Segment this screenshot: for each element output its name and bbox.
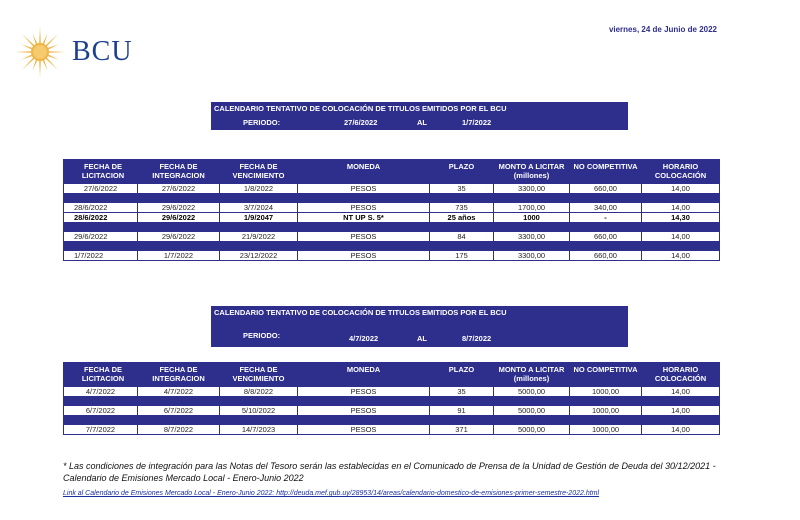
sun-ray — [48, 44, 59, 49]
cell: 1/7/2022 — [138, 251, 220, 261]
cell: 5/10/2022 — [220, 406, 298, 416]
cell: 5000,00 — [494, 406, 570, 416]
col-header: MONTO A LICITAR (millones) — [494, 363, 570, 387]
cell: 14,00 — [642, 184, 720, 194]
table-row — [64, 213, 720, 223]
cell: 340,00 — [570, 203, 642, 213]
cell: PESOS — [298, 406, 430, 416]
periodo-to-2: 8/7/2022 — [462, 334, 492, 343]
cell: 660,00 — [570, 232, 642, 242]
sun-ray — [48, 55, 59, 60]
col-header: FECHA DE INTEGRACION — [138, 363, 220, 387]
cell: 29/6/2022 — [64, 232, 138, 242]
col-header: HORARIO COLOCACIÓN — [642, 363, 720, 387]
cell: 5000,00 — [494, 387, 570, 397]
calendar-table-1 — [63, 159, 720, 261]
col-header: PLAZO — [430, 160, 494, 184]
cell: 1700,00 — [494, 203, 570, 213]
col-header: FECHA DE VENCIMIENTO — [220, 160, 298, 184]
cell: 3300,00 — [494, 251, 570, 261]
cell: 175 — [430, 251, 494, 261]
cell: 14,00 — [642, 232, 720, 242]
cell: 14,00 — [642, 203, 720, 213]
sun-ray — [22, 58, 34, 70]
period-title-box-1 — [211, 102, 628, 130]
cell: 21/9/2022 — [220, 232, 298, 242]
cell: 8/8/2022 — [220, 387, 298, 397]
cell: 1000,00 — [570, 387, 642, 397]
col-header: MONEDA — [298, 363, 430, 387]
cell: 4/7/2022 — [64, 387, 138, 397]
calendar-table-2 — [63, 362, 720, 435]
periodo-label-2: PERIODO: — [243, 331, 281, 340]
periodo-to-1: 1/7/2022 — [462, 118, 492, 127]
table-row — [64, 184, 720, 194]
table-row — [64, 203, 720, 213]
sun-emblem-icon — [14, 26, 66, 78]
cell: 1/8/2022 — [220, 184, 298, 194]
sun-ray — [22, 55, 33, 60]
col-header: FECHA DE VENCIMIENTO — [220, 363, 298, 387]
cell: 5000,00 — [494, 425, 570, 435]
sun-ray — [22, 34, 34, 46]
cell: 6/7/2022 — [64, 406, 138, 416]
period-title-box-2 — [211, 306, 628, 347]
report-date: viernes, 24 de Junio de 2022 — [608, 25, 717, 34]
cell: 371 — [430, 425, 494, 435]
cell: 29/6/2022 — [138, 232, 220, 242]
cell: 1000 — [494, 213, 570, 223]
col-header: HORARIO COLOCACIÓN — [642, 160, 720, 184]
cell: 4/7/2022 — [138, 387, 220, 397]
footnote: * Las condiciones de integración para las Notas del Tesoro serán las establecidas en el Comunicado de Prensa de la Unidad de Gestión de Deuda del 30/12/2021 - Calendario de Emisiones Mercado Local - Enero-Junio 2022 — [63, 461, 716, 483]
periodo-from-2: 4/7/2022 — [349, 334, 379, 343]
sun-ray — [49, 51, 65, 53]
separator-row — [64, 242, 720, 251]
cell: 735 — [430, 203, 494, 213]
cell: 14,00 — [642, 425, 720, 435]
separator-row — [64, 397, 720, 406]
cell: 1/7/2022 — [64, 251, 138, 261]
sun-ray — [22, 44, 33, 49]
cell: 1/9/2047 — [220, 213, 298, 223]
cell: 23/12/2022 — [220, 251, 298, 261]
cell: 28/6/2022 — [64, 213, 138, 223]
calendar-title-1: CALENDARIO TENTATIVO DE COLOCACIÓN DE TITULOS EMITIDOS POR EL BCU — [214, 104, 507, 113]
periodo-from-1: 27/6/2022 — [344, 118, 378, 127]
col-header: FECHA DE LICITACION — [64, 160, 138, 184]
sun-ray — [15, 51, 31, 53]
cell: 1000,00 — [570, 406, 642, 416]
cell: PESOS — [298, 251, 430, 261]
cell: 660,00 — [570, 184, 642, 194]
calendar-link[interactable]: Link al Calendario de Emisiones Mercado Local - Enero-Junio 2022: http://deuda.mef.gub.uy/28953/14/areas/calendario-domestico-de-emisiones-primer-semestre-2022.html — [63, 490, 600, 497]
col-header: NO COMPETITIVA — [570, 160, 642, 184]
cell: 84 — [430, 232, 494, 242]
cell: 35 — [430, 184, 494, 194]
separator-row — [64, 194, 720, 203]
logo-text: BCU — [72, 36, 133, 67]
separator-row — [64, 416, 720, 425]
col-header: FECHA DE LICITACION — [64, 363, 138, 387]
sun-ray — [46, 58, 58, 70]
cell: 14,00 — [642, 251, 720, 261]
periodo-label-1: PERIODO: — [243, 118, 281, 127]
table-row — [64, 406, 720, 416]
sun-ray — [43, 34, 48, 45]
cell: 35 — [430, 387, 494, 397]
cell: 27/6/2022 — [64, 184, 138, 194]
cell: 660,00 — [570, 251, 642, 261]
sun-ray — [32, 34, 37, 45]
cell: 3300,00 — [494, 232, 570, 242]
cell: 3300,00 — [494, 184, 570, 194]
separator-row — [64, 223, 720, 232]
calendar-title-2: CALENDARIO TENTATIVO DE COLOCACIÓN DE TITULOS EMITIDOS POR EL BCU — [214, 308, 507, 317]
table-row — [64, 387, 720, 397]
cell: PESOS — [298, 387, 430, 397]
col-header: NO COMPETITIVA — [570, 363, 642, 387]
cell: PESOS — [298, 425, 430, 435]
sun-ray — [43, 60, 48, 71]
periodo-al-1: AL — [417, 118, 427, 127]
cell: PESOS — [298, 203, 430, 213]
table-row — [64, 251, 720, 261]
col-header: PLAZO — [430, 363, 494, 387]
col-header: MONEDA — [298, 160, 430, 184]
table-row — [64, 425, 720, 435]
cell: 14,00 — [642, 387, 720, 397]
cell: 28/6/2022 — [64, 203, 138, 213]
cell: 7/7/2022 — [64, 425, 138, 435]
cell: 3/7/2024 — [220, 203, 298, 213]
cell: 14/7/2023 — [220, 425, 298, 435]
sun-ray — [39, 27, 41, 43]
cell: 29/6/2022 — [138, 203, 220, 213]
cell: NT UP S. 5* — [298, 213, 430, 223]
sun-ray — [32, 60, 37, 71]
cell: 8/7/2022 — [138, 425, 220, 435]
sun-ray — [39, 61, 41, 77]
cell: 29/6/2022 — [138, 213, 220, 223]
col-header: MONTO A LICITAR (millones) — [494, 160, 570, 184]
table-row — [64, 232, 720, 242]
cell: 27/6/2022 — [138, 184, 220, 194]
periodo-al-2: AL — [417, 334, 427, 343]
cell: 14,30 — [642, 213, 720, 223]
cell: 25 años — [430, 213, 494, 223]
sun-ray — [46, 34, 58, 46]
cell: 14,00 — [642, 406, 720, 416]
cell: 1000,00 — [570, 425, 642, 435]
cell: PESOS — [298, 184, 430, 194]
cell: 6/7/2022 — [138, 406, 220, 416]
col-header: FECHA DE INTEGRACION — [138, 160, 220, 184]
cell: PESOS — [298, 232, 430, 242]
cell: - — [570, 213, 642, 223]
bcu-logo — [14, 26, 133, 78]
cell: 91 — [430, 406, 494, 416]
